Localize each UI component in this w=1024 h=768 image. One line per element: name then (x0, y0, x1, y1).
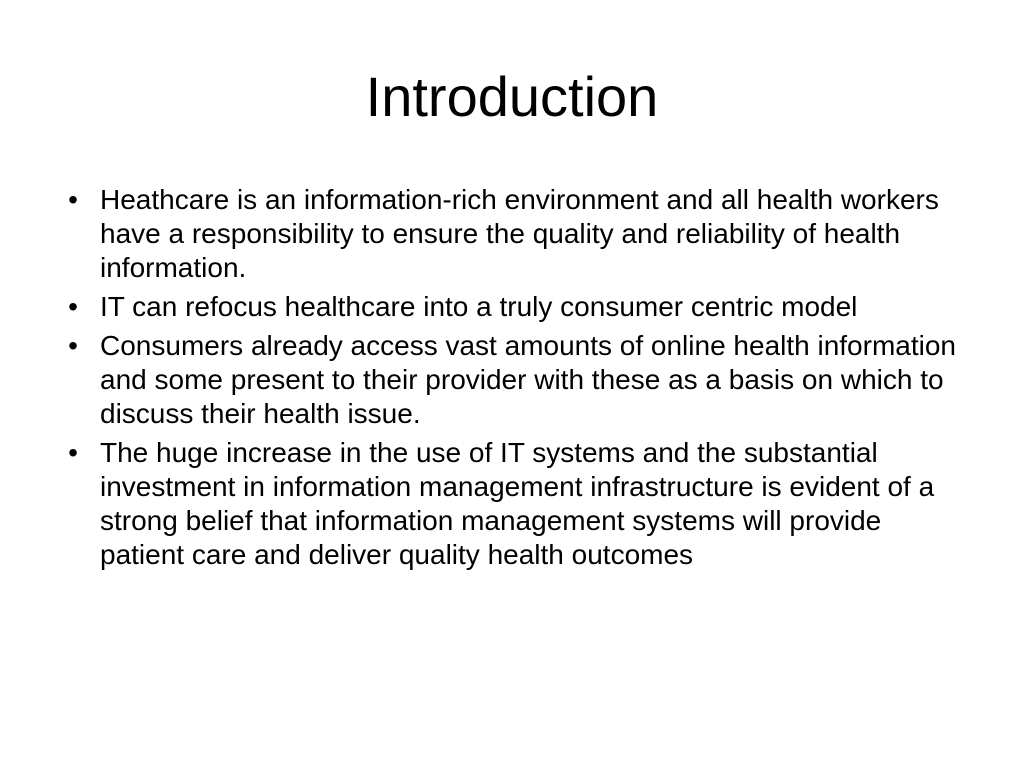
bullet-text: Heathcare is an information-rich environment and all health workers have a responsibility to ensure the quality and reliability of health information. (100, 184, 939, 283)
bullet-icon: • (68, 291, 78, 322)
bullet-text: IT can refocus healthcare into a truly consumer centric model (100, 291, 858, 322)
bullet-item (58, 436, 973, 572)
bullet-item (58, 329, 973, 431)
bullet-item (58, 290, 973, 324)
bullet-text: The huge increase in the use of IT systems and the substantial investment in information management infrastructure is evident of a strong belief that information management systems will provide patient care and deliver quality health outcomes (100, 437, 935, 570)
bullet-list (58, 183, 973, 577)
bullet-item (58, 183, 973, 285)
bullet-icon: • (68, 184, 78, 215)
bullet-icon: • (68, 437, 78, 468)
bullet-text: Consumers already access vast amounts of online health information and some present to their provider with these as a basis on which to discuss their health issue. (100, 330, 956, 429)
slide-title: Introduction (365, 65, 659, 128)
bullet-icon: • (68, 330, 78, 361)
